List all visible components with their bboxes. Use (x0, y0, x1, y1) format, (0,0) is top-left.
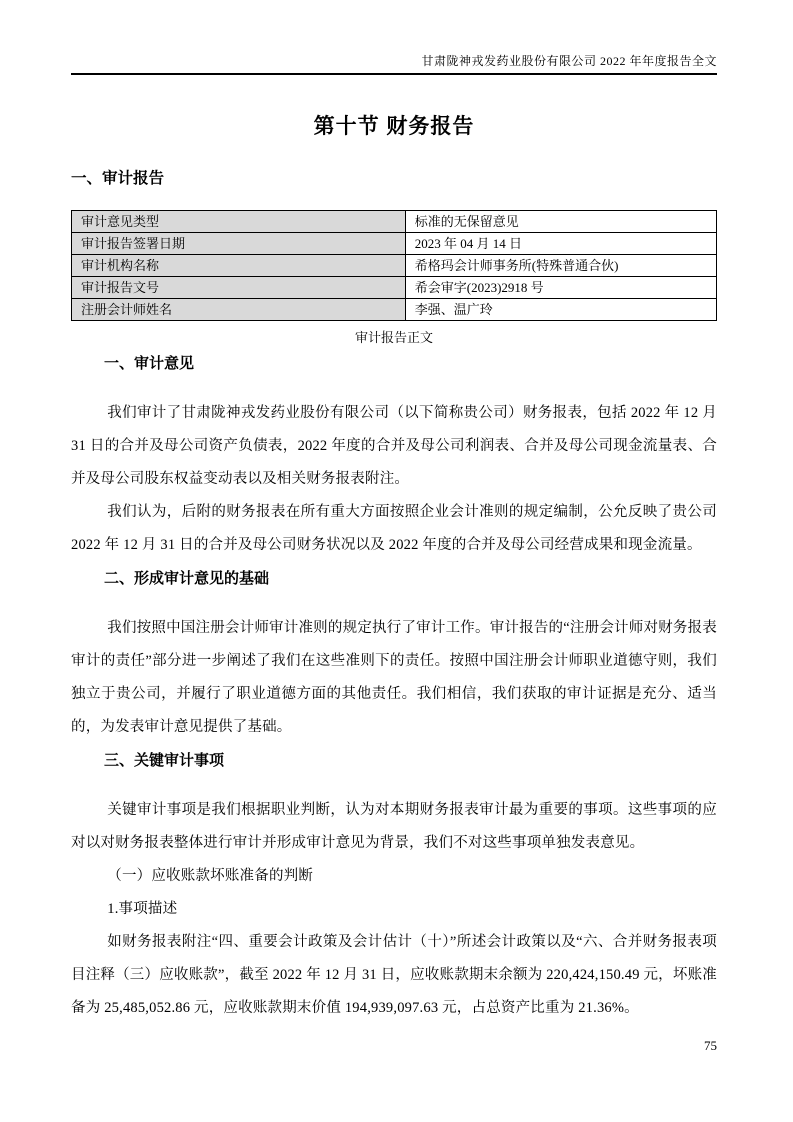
heading-audit-opinion: 一、审计意见 (104, 355, 195, 372)
table-row (72, 255, 717, 277)
page-number: 75 (704, 1038, 717, 1053)
table-row (72, 277, 717, 299)
table-row (72, 211, 717, 233)
row-value-sign-date: 2023 年 04 月 14 日 (405, 233, 716, 255)
subheading-receivables-bad-debt: （一）应收账款坏账准备的判断 (107, 868, 314, 884)
audit-report-body-subtitle: 审计报告正文 (354, 330, 433, 345)
row-value-opinion-type: 标准的无保留意见 (405, 211, 716, 233)
row-label-cpa-names: 注册会计师姓名 (72, 299, 406, 321)
basis-paragraph-1: 我们按照中国注册会计师审计准则的规定执行了审计工作。审计报告的“注册会计师对财务报表审计的责任”部分进一步阐述了我们在这些准则下的责任。按照中国注册会计师职业道德守则，我们独立于贵公司，并履行了职业道德方面的其他责任。我们相信，我们获取的审计证据是充分、适当的，为发表审计意见提供了基础。 (71, 620, 717, 735)
matter-description-paragraph: 如财务报表附注“四、重要会计政策及会计估计（十）”所述会计政策以及“六、合并财务报表项目注释（三）应收账款”，截至 2022 年 12 月 31 日，应收账款期末余额为 220,424,150.49 元，坏账准备为 25,485,052.86 元，应收账款期末价值 194,939,097.63 元，占总资产比重为 21.36%。 (71, 934, 717, 1016)
row-label-report-number: 审计报告文号 (72, 277, 406, 299)
heading-basis-for-opinion: 二、形成审计意见的基础 (104, 570, 270, 587)
item-heading-matter-description: 1.事项描述 (107, 901, 178, 917)
row-value-cpa-names: 李强、温广玲 (405, 299, 716, 321)
heading-key-audit-matters: 三、关键审计事项 (104, 752, 225, 769)
row-label-audit-firm: 审计机构名称 (72, 255, 406, 277)
row-value-report-number: 希会审字(2023)2918 号 (405, 277, 716, 299)
opinion-paragraph-1: 我们审计了甘肃陇神戎发药业股份有限公司（以下简称贵公司）财务报表，包括 2022 年 12 月 31 日的合并及母公司资产负债表，2022 年度的合并及母公司利润表、合并及母公司现金流量表、合并及母公司股东权益变动表以及相关财务报表附注。 (71, 405, 717, 487)
row-label-sign-date: 审计报告签署日期 (72, 233, 406, 255)
row-label-opinion-type: 审计意见类型 (72, 211, 406, 233)
audit-summary-table (71, 210, 717, 321)
row-value-audit-firm: 希格玛会计师事务所(特殊普通合伙) (405, 255, 716, 277)
audit-report-body (71, 347, 717, 1025)
section-heading-audit-report: 一、审计报告 (71, 170, 165, 187)
page-header (71, 0, 717, 75)
running-header-title: 甘肃陇神戎发药业股份有限公司 2022 年年度报告全文 (421, 54, 717, 68)
document-title: 第十节 财务报告 (313, 115, 475, 138)
opinion-paragraph-2: 我们认为，后附的财务报表在所有重大方面按照企业会计准则的规定编制，公允反映了贵公司 2022 年 12 月 31 日的合并及母公司财务状况以及 2022 年度的合并及母公司经营成果和现金流量。 (71, 504, 717, 553)
key-matters-intro-paragraph: 关键审计事项是我们根据职业判断，认为对本期财务报表审计最为重要的事项。这些事项的应对以对财务报表整体进行审计并形成审计意见为背景，我们不对这些事项单独发表意见。 (71, 802, 717, 851)
table-row (72, 299, 717, 321)
table-row (72, 233, 717, 255)
